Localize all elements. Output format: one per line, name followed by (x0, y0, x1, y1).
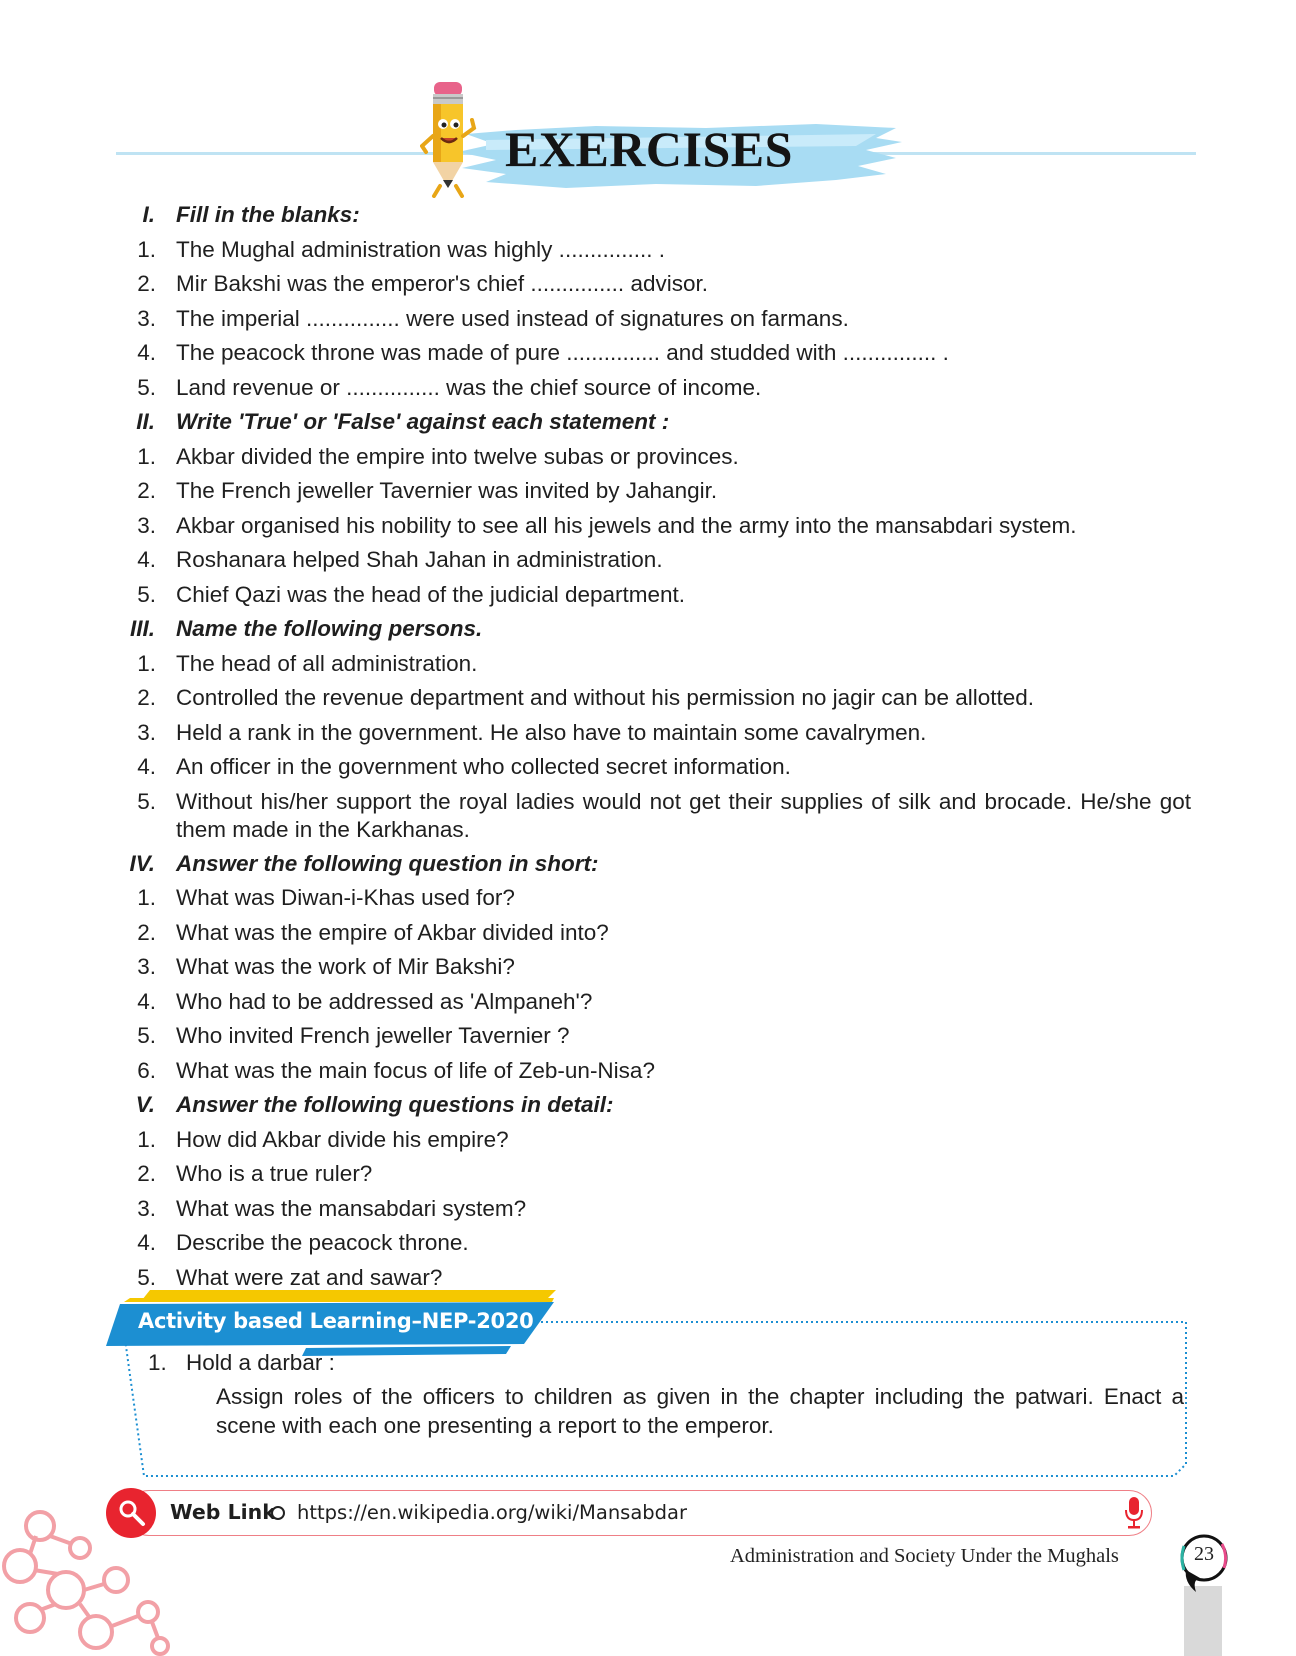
item-text: What was the work of Mir Bakshi? (176, 954, 515, 979)
section-heading (0, 198, 1296, 233)
list-item (0, 1157, 1296, 1192)
list-item (0, 916, 1296, 951)
item-text: Akbar divided the empire into twelve subas or provinces. (176, 443, 739, 469)
list-item (0, 336, 1296, 371)
list-item (0, 543, 1296, 578)
section-heading (0, 1088, 1296, 1123)
item-text: What was the main focus of life of Zeb-un-Nisa? (176, 1057, 655, 1083)
list-item (0, 647, 1296, 682)
list-item (0, 371, 1296, 406)
section-numeral: III. (129, 616, 155, 641)
item-text: The French jeweller Tavernier was invited by Jahangir. (176, 478, 718, 503)
activity-item-title: Hold a darbar : (186, 1350, 335, 1375)
item-number: 3. (137, 305, 156, 331)
item-number: 1. (137, 443, 156, 469)
list-item (0, 233, 1296, 268)
item-number: 3. (137, 719, 156, 745)
list-item (0, 985, 1296, 1020)
bullet-ring-icon (271, 1506, 285, 1520)
item-text: The peacock throne was made of pure ............... and studded with ............... . (176, 340, 949, 365)
item-text: Mir Bakshi was the emperor's chief ............... advisor. (176, 271, 708, 296)
item-text: Who is a true ruler? (176, 1161, 373, 1186)
section-title: Fill in the blanks: (176, 202, 360, 227)
item-number: 4. (137, 547, 156, 572)
molecule-decoration-icon (0, 1500, 190, 1656)
list-item (0, 750, 1296, 785)
item-text: What was the mansabdari system? (176, 1195, 527, 1221)
item-number: 2. (137, 271, 156, 296)
activity-description: Assign roles of the officers to children as given in the chapter including the patwari. Enact a scene with each one presenting a report to the emperor. (216, 1384, 1184, 1438)
item-text: An officer in the government who collected secret information. (176, 754, 791, 779)
list-item (0, 681, 1296, 716)
activity-item (148, 1348, 335, 1378)
microphone-icon[interactable] (1124, 1497, 1144, 1529)
item-number: 6. (137, 1057, 156, 1083)
page-number: 23 (1194, 1543, 1214, 1565)
pencil-mascot-icon (420, 80, 478, 198)
item-text: Held a rank in the government. He also have to maintain some cavalrymen. (176, 719, 927, 745)
item-number: 4. (137, 340, 156, 365)
section-heading (0, 405, 1296, 440)
activity-title: Activity based Learning–NEP-2020 (138, 1309, 534, 1333)
page-edge-strip (1184, 1586, 1222, 1656)
list-item (0, 267, 1296, 302)
list-item (0, 474, 1296, 509)
section-numeral: I. (142, 202, 155, 227)
item-text: The imperial ............... were used instead of signatures on farmans. (176, 305, 849, 331)
item-number: 3. (137, 512, 156, 538)
item-text: Land revenue or ............... was the chief source of income. (176, 374, 762, 400)
item-text: Roshanara helped Shah Jahan in administration. (176, 547, 663, 572)
section-title: Write 'True' or 'False' against each statement : (176, 409, 670, 434)
section-title: Answer the following questions in detail: (176, 1092, 614, 1117)
list-item (0, 1123, 1296, 1158)
list-item (0, 716, 1296, 751)
item-text: The Mughal administration was highly ............... . (176, 236, 665, 262)
item-text: What was Diwan-i-Khas used for? (176, 885, 515, 910)
section-title: Name the following persons. (176, 616, 483, 641)
item-text: Who invited French jeweller Tavernier ? (176, 1023, 570, 1048)
activity-box (106, 1288, 1196, 1478)
list-item (0, 1054, 1296, 1089)
item-text: How did Akbar divide his empire? (176, 1126, 509, 1152)
item-number: 2. (137, 685, 156, 710)
list-item (0, 881, 1296, 916)
item-number: 5. (137, 1023, 156, 1048)
item-number: 2. (137, 919, 156, 945)
item-number: 4. (137, 988, 156, 1014)
item-number: 5. (137, 1264, 156, 1290)
item-number: 4. (137, 754, 156, 779)
item-number: 3. (137, 954, 156, 979)
item-text: The head of all administration. (176, 650, 478, 676)
item-number: 1. (137, 885, 156, 910)
section-numeral: V. (135, 1092, 155, 1117)
item-text: Controlled the revenue department and without his permission no jagir can be allotted. (176, 685, 1035, 710)
item-text: Chief Qazi was the head of the judicial department. (176, 581, 686, 607)
section-heading (0, 847, 1296, 882)
web-link-label: Web Link (170, 1500, 276, 1524)
web-link-url[interactable]: https://en.wikipedia.org/wiki/Mansabdar (297, 1501, 688, 1524)
item-number: 3. (137, 1195, 156, 1221)
list-item (0, 302, 1296, 337)
web-link-bar[interactable] (106, 1488, 1172, 1536)
section-title: Answer the following question in short: (176, 850, 599, 876)
item-number: 5. (137, 788, 156, 814)
list-item (0, 440, 1296, 475)
list-item (0, 578, 1296, 613)
item-text: What were zat and sawar? (176, 1264, 443, 1290)
item-text: Akbar organised his nobility to see all his jewels and the army into the mansabdari system. (176, 512, 1077, 538)
chapter-title: Administration and Society Under the Mughals (730, 1545, 1119, 1567)
page-title: EXERCISES (505, 121, 793, 177)
list-item (0, 509, 1296, 544)
list-item (0, 1192, 1296, 1227)
item-number: 2. (137, 478, 156, 503)
item-text: Without his/her support the royal ladies would not get their supplies of silk and brocade. He/she got them made in the Karkhanas. (176, 788, 1191, 842)
item-number: 1. (137, 236, 156, 262)
item-number: 5. (137, 581, 156, 607)
item-number: 2. (137, 1161, 156, 1186)
list-item (0, 950, 1296, 985)
section-heading (0, 612, 1296, 647)
exercise-content (0, 198, 1296, 1295)
section-numeral: II. (136, 409, 155, 434)
item-text: What was the empire of Akbar divided into? (176, 919, 609, 945)
item-number: 4. (137, 1230, 156, 1255)
list-item (0, 1226, 1296, 1261)
list-item (0, 785, 1296, 847)
activity-item-number: 1. (148, 1350, 167, 1375)
item-number: 1. (137, 650, 156, 676)
item-text: Who had to be addressed as 'Almpaneh'? (176, 988, 593, 1014)
list-item (0, 1019, 1296, 1054)
item-number: 5. (137, 374, 156, 400)
item-text: Describe the peacock throne. (176, 1230, 469, 1255)
item-number: 1. (137, 1126, 156, 1152)
section-numeral: IV. (129, 850, 155, 876)
